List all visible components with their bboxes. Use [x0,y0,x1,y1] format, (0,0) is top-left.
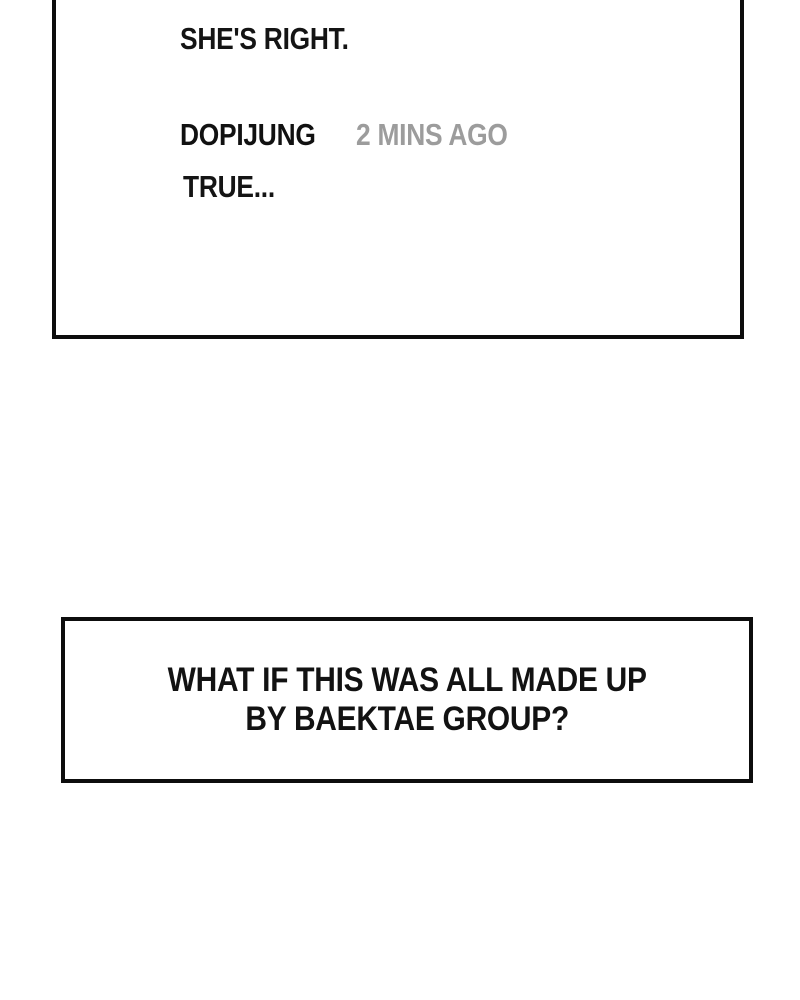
comment-text: TRUE... [183,169,275,204]
caption-line-1: WHAT IF THIS WAS ALL MADE UP [167,661,647,699]
caption-text [167,661,646,739]
comments-panel [52,0,744,339]
comment-author: DOPIJUNG [180,117,316,152]
comment-timestamp: 2 MINS AGO [355,117,508,152]
comment-meta-row [180,117,534,153]
comment-text-current [183,169,291,205]
caption-line-2: BY BAEKTAE GROUP? [245,700,569,738]
caption-panel [61,617,753,783]
comments-panel-inner [56,0,740,335]
comment-text-previous [180,21,378,57]
comment-text: SHE'S RIGHT. [180,21,349,56]
